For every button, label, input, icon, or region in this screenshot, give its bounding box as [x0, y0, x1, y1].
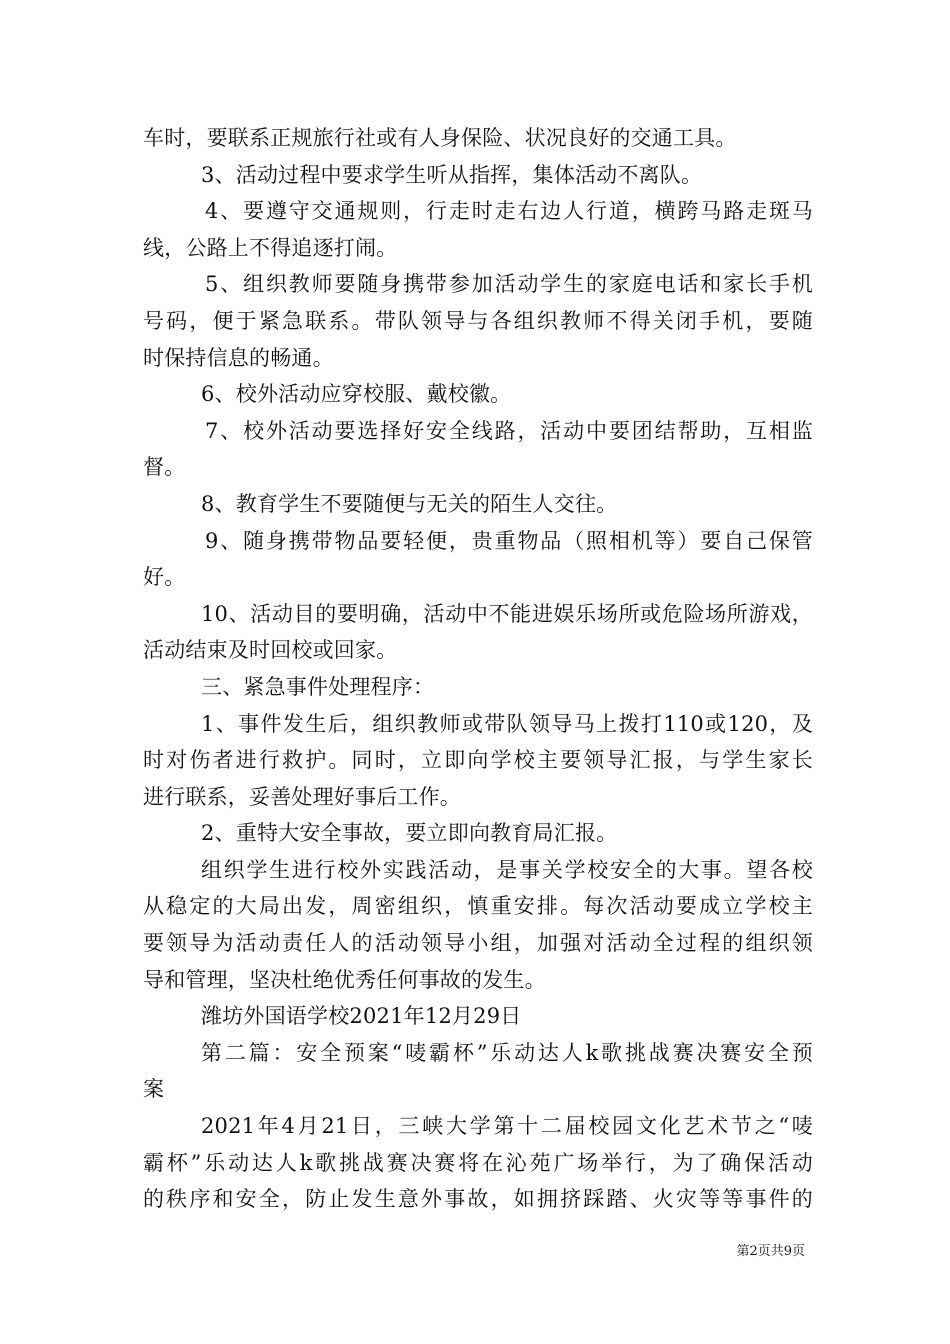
text-line-29: 霸杯”乐动达人k歌挑战赛决赛将在沁苑广场举行，为了确保活动 [143, 1150, 813, 1175]
text-line-18: 时对伤者进行救护。同时，立即向学校主要领导汇报，与学生家长 [143, 748, 813, 773]
text-line-6: 号码，便于紧急联系。带队领导与各组织教师不得关闭手机，要随 [143, 308, 813, 333]
text-line-19: 进行联系，妥善处理好事后工作。 [143, 784, 461, 809]
text-line-10: 督。 [143, 455, 186, 480]
text-line-7: 时保持信息的畅通。 [143, 345, 334, 370]
document-body [143, 120, 813, 1218]
text-line-12: 9、随身携带物品要轻便，贵重物品（照相机等）要自己保管 [205, 528, 813, 553]
text-line-30: 的秩序和安全，防止发生意外事故，如拥挤踩踏、火灾等等事件的 [143, 1187, 813, 1212]
text-line-5: 5、组织教师要随身携带参加活动学生的家庭电话和家长手机 [205, 272, 813, 297]
text-line-8: 6、校外活动应穿校服、戴校徽。 [201, 382, 512, 407]
text-line-17: 1、事件发生后，组织教师或带队领导马上拨打110或120，及 [201, 711, 813, 736]
text-line-16: 三、紧急事件处理程序： [201, 674, 435, 699]
text-line-2: 3、活动过程中要求学生听从指挥，集体活动不离队。 [201, 162, 703, 187]
text-line-27: 案 [143, 1077, 165, 1102]
text-line-26: 第二篇：安全预案“唛霸杯”乐动达人k歌挑战赛决赛安全预 [201, 1040, 813, 1065]
text-line-3: 4、要遵守交通规则，行走时走右边人行道，横跨马路走斑马 [205, 199, 813, 224]
text-line-23: 要领导为活动责任人的活动领导小组，加强对活动全过程的组织领 [143, 931, 813, 956]
text-line-14: 10、活动目的要明确，活动中不能进娱乐场所或危险场所游戏， [201, 601, 813, 626]
text-line-1: 车时，要联系正规旅行社或有人身保险、状况良好的交通工具。 [143, 126, 737, 150]
text-line-9: 7、校外活动要选择好安全线路，活动中要团结帮助，互相监 [205, 418, 813, 443]
text-line-15: 活动结束及时回校或回家。 [143, 638, 398, 663]
text-line-24: 导和管理，坚决杜绝优秀任何事故的发生。 [143, 967, 546, 992]
text-line-28: 2021年4月21日，三峡大学第十二届校园文化艺术节之“唛 [201, 1114, 813, 1139]
page-number: 第2页共9页 [736, 1244, 805, 1259]
text-line-11: 8、教育学生不要随便与无关的陌生人交往。 [201, 491, 618, 516]
text-line-20: 2、重特大安全事故，要立即向教育局汇报。 [201, 821, 618, 846]
text-line-25: 潍坊外国语学校2021年12月29日 [201, 1004, 522, 1029]
text-line-21: 组织学生进行校外实践活动，是事关学校安全的大事。望各校 [201, 857, 813, 882]
text-line-22: 从稳定的大局出发，周密组织，慎重安排。每次活动要成立学校主 [143, 894, 813, 919]
text-line-4: 线，公路上不得追逐打闹。 [143, 235, 398, 260]
text-line-13: 好。 [143, 565, 186, 590]
